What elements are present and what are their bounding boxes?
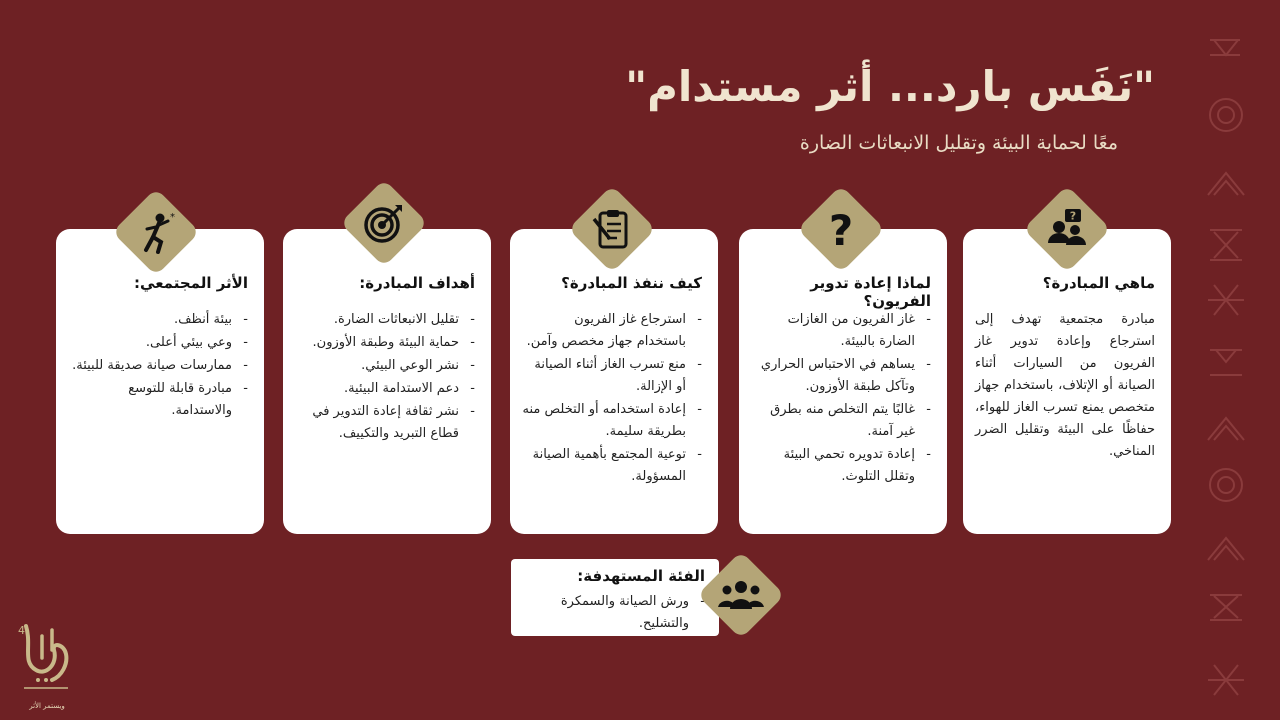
clipboard-icon	[568, 185, 656, 273]
card-body	[522, 309, 702, 489]
question-people-icon	[1023, 185, 1111, 273]
list-item: - إعادة استخدامه أو التخلص منه بطريقة سليمة.	[522, 399, 702, 443]
card-list	[522, 309, 702, 488]
card-title: ماهي المبادرة؟	[1042, 274, 1155, 292]
card-title: الأثر المجتمعي:	[134, 274, 248, 292]
question-mark-icon	[797, 185, 885, 273]
list-item: - حماية البيئة وطبقة الأوزون.	[295, 332, 475, 354]
list-item: - استرجاع غاز الفريون باستخدام جهاز مخصص وآمن.	[522, 309, 702, 353]
list-item: - ورش الصيانة والسمكرة والتشليح.	[523, 591, 705, 635]
target-list	[523, 591, 705, 635]
list-item: - إعادة تدويره تحمي البيئة وتقلل التلوث.	[751, 444, 931, 488]
list-item: - تقليل الانبعاثات الضارة.	[295, 309, 475, 331]
card-goals	[283, 229, 491, 534]
card-body	[295, 309, 475, 446]
list-item: - نشر الوعي البيئي.	[295, 355, 475, 377]
target-group-box	[511, 559, 719, 636]
list-item: - توعية المجتمع بأهمية الصيانة المسؤولة.	[522, 444, 702, 488]
group-icon	[697, 551, 785, 639]
card-list	[751, 309, 931, 488]
svg-text:?: ?	[828, 207, 854, 251]
page-subtitle: معًا لحماية البيئة وتقليل الانبعاثات الضارة	[799, 132, 1118, 154]
list-item: - منع تسرب الغاز أثناء الصيانة أو الإزالة.	[522, 354, 702, 398]
list-item: - بيئة أنظف.	[68, 309, 248, 331]
list-item: - غالبًا يتم التخلص منه بطرق غير آمنة.	[751, 399, 931, 443]
svg-text:4: 4	[18, 624, 25, 637]
card-title: كيف ننفذ المبادرة؟	[561, 274, 702, 292]
card-body	[751, 309, 931, 489]
list-item: - غاز الفريون من الغازات الضارة بالبيئة.	[751, 309, 931, 353]
card-body	[68, 309, 248, 423]
logo	[12, 616, 82, 712]
card-title: أهداف المبادرة:	[359, 274, 475, 292]
card-title: لماذا إعادة تدوير الفريون؟	[810, 274, 931, 310]
running-person-icon	[112, 188, 200, 276]
card-why-recycle	[739, 229, 947, 534]
card-body	[975, 309, 1155, 463]
card-list	[68, 309, 248, 422]
logo-tagline: ويستمر الأثر	[29, 702, 65, 710]
list-item: - دعم الاستدامة البيئية.	[295, 378, 475, 400]
list-item: - ممارسات صيانة صديقة للبيئة.	[68, 355, 248, 377]
card-how-implement	[510, 229, 718, 534]
list-item: - مبادرة قابلة للتوسع والاستدامة.	[68, 378, 248, 422]
list-item: - يساهم في الاحتباس الحراري وتآكل طبقة الأوزون.	[751, 354, 931, 398]
svg-text:*: *	[170, 212, 175, 223]
card-what-is-initiative	[963, 229, 1171, 534]
svg-text:?: ?	[1069, 209, 1077, 223]
list-item: - وعي بيئي أعلى.	[68, 332, 248, 354]
page-title: "نَفَس بارد... أثر مستدام"	[625, 62, 1155, 111]
list-item: - نشر ثقافة إعادة التدوير في قطاع التبريد والتكييف.	[295, 401, 475, 445]
card-paragraph: مبادرة مجتمعية تهدف إلى استرجاع وإعادة تدوير غاز الفريون من السيارات أثناء الصيانة أو الإتلاف، باستخدام جهاز متخصص يمنع تسرب الغاز للهواء، حفاظًا على البيئة وتقليل الضرر المناخي.	[975, 312, 1155, 459]
decorative-pattern	[1200, 0, 1280, 720]
target-body	[523, 591, 705, 636]
card-list	[295, 309, 475, 445]
target-icon	[340, 179, 428, 267]
target-title: الفئة المستهدفة:	[577, 567, 705, 585]
logo-mark-icon	[12, 616, 82, 696]
